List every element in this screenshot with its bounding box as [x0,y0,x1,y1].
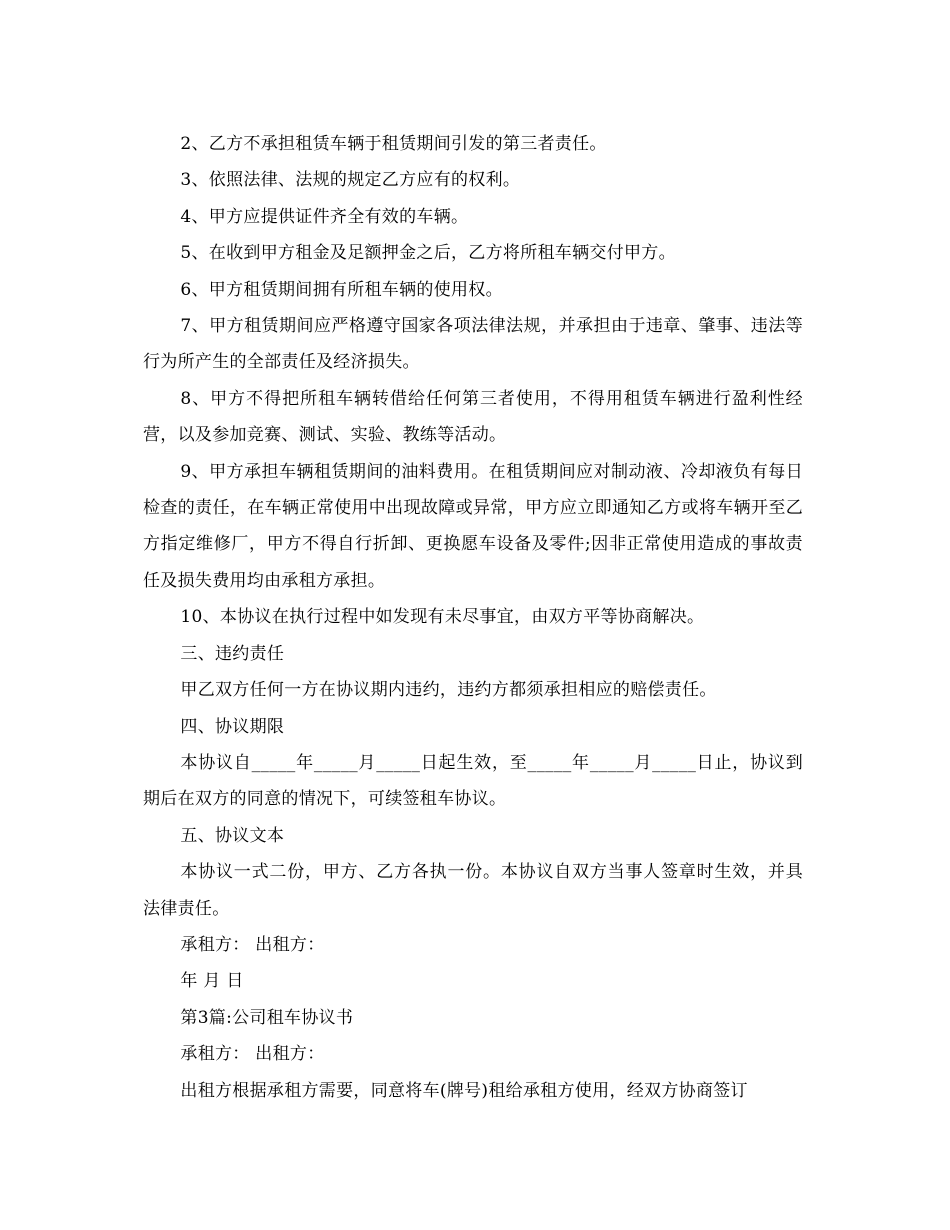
paragraph-clause-10: 10、本协议在执行过程中如发现有未尽事宜，由双方平等协商解决。 [180,607,705,628]
paragraph-clause-8: 8、甲方不得把所租车辆转借给任何第三者使用，不得用租赁车辆进行盈利性经营，以及参加竞赛、测试、实验、教练等活动。 [143,388,803,446]
section-heading-term: 四、协议期限 [180,716,285,737]
paragraph-breach: 甲乙双方任何一方在协议期内违约，违约方都须承担相应的赔偿责任。 [180,680,717,701]
article-title: 第3篇:公司租车协议书 [180,1007,354,1028]
paragraph-clause-5: 5、在收到甲方租金及足额押金之后，乙方将所租车辆交付甲方。 [180,243,676,264]
paragraph-clause-2: 2、乙方不承担租赁车辆于租赁期间引发的第三者责任。 [180,134,607,154]
date-line: 年 月 日 [180,971,244,992]
paragraph-clause-7: 7、甲方租赁期间应严格遵守国家各项法律法规，并承担由于违章、肇事、违法等行为所产生的全部责任及经济损失。 [143,316,803,373]
signature-parties-line: 承租方： 出租方： [180,934,325,955]
paragraph-clause-9: 9、甲方承担车辆租赁期间的油料费用。在租赁期间应对制动液、冷却液负有每日检查的责任，在车辆正常使用中出现故障或异常，甲方应立即通知乙方或将车辆开至乙方指定维修厂，甲方不得自行折卸、更换愿车设备及零件;因非正常使用造成的事故责任及损失费用均由承租方承担。 [143,461,803,591]
paragraph-clause-3: 3、依照法律、法规的规定乙方应有的权利。 [180,170,521,191]
section-heading-breach: 三、违约责任 [180,643,285,664]
section-heading-text: 五、协议文本 [180,825,285,846]
paragraph-clause-6: 6、甲方租赁期间拥有所租车辆的使用权。 [180,279,503,300]
paragraph-term: 本协议自_____年_____月_____日起生效，至_____年_____月_____日止，协议到期后在双方的同意的情况下，可续签租车协议。 [143,752,803,810]
parties-line: 承租方： 出租方： [180,1044,325,1065]
paragraph-clause-4: 4、甲方应提供证件齐全有效的车辆。 [180,206,469,227]
paragraph-text: 本协议一式二份，甲方、乙方各执一份。本协议自双方当事人签章时生效，并具法律责任。 [143,862,803,919]
paragraph-intro: 出租方根据承租方需要，同意将车(牌号)租给承租方使用，经双方协商签订 [180,1080,748,1101]
document-body [143,126,803,1109]
